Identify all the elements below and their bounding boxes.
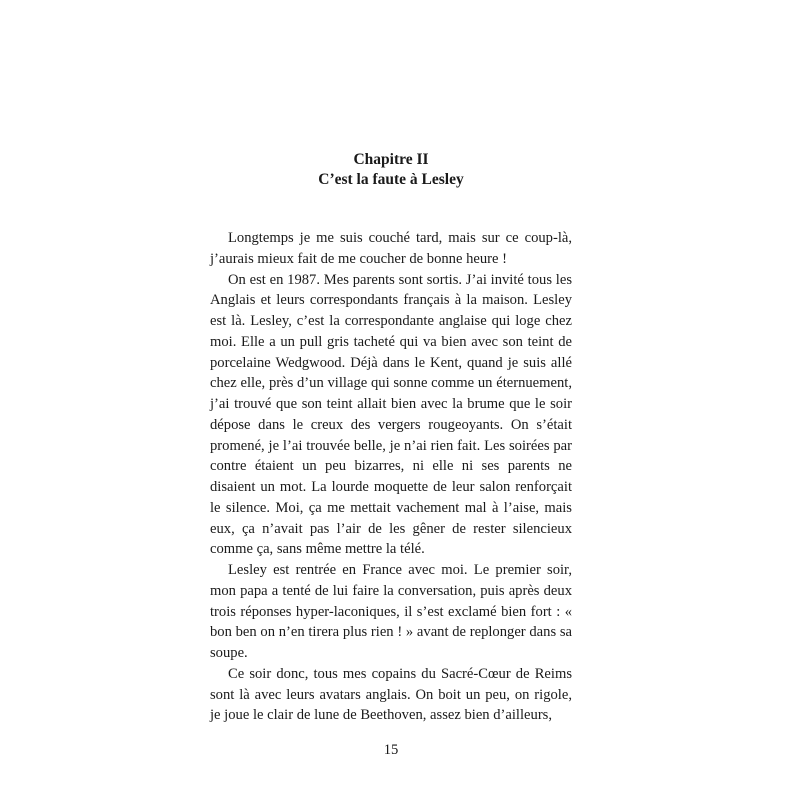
paragraph: Ce soir donc, tous mes copains du Sacré-Cœur de Reims sont là avec leurs avatars anglais. On boit un peu, on rigole, je joue le clair de lune de Beethoven, assez bien d’ailleurs,	[210, 665, 572, 724]
chapter-number: Chapitre II	[353, 151, 429, 168]
paragraph: On est en 1987. Mes parents sont sortis. J’ai invité tous les Anglais et leurs correspondants français à la maison. Lesley est là. Lesley, c’est la correspondante anglaise qui loge chez moi. Elle a un pull gris tacheté qui va bien avec son teint de porcelaine Wedgwood. Déjà dans le Kent, quand je suis allé chez elle, près d’un village qui sonne comme un éternuement, j’ai trouvé que son teint allait bien avec la brume que le soir dépose dans le creux des vergers rougeoyants. On s’était promené, je l’ai trouvée belle, je n’ai rien fait. Les soirées par contre étaient un peu bizarres, ni elle ni ses parents ne disaient un mot. La lourde moquette de leur salon renforçait le silence. Moi, ça me mettait vachement mal à l’aise, mais eux, ça n’avait pas l’air de les gêner de rester silencieux comme ça, sans même mettre la télé.	[210, 271, 572, 558]
paragraph: Lesley est rentrée en France avec moi. Le premier soir, mon papa a tenté de lui faire la conversation, puis après deux trois réponses hyper-laconiques, il s’est exclamé bien fort : « bon ben on n’en tirera plus rien ! » avant de replonger dans sa soupe.	[210, 562, 572, 661]
chapter-title: C’est la faute à Lesley	[318, 171, 464, 188]
chapter-body	[210, 228, 572, 726]
paragraph: Longtemps je me suis couché tard, mais sur ce coup-là, j’aurais mieux fait de me coucher de bonne heure !	[210, 230, 572, 267]
page-number: 15	[383, 742, 399, 758]
chapter-heading	[210, 150, 572, 190]
